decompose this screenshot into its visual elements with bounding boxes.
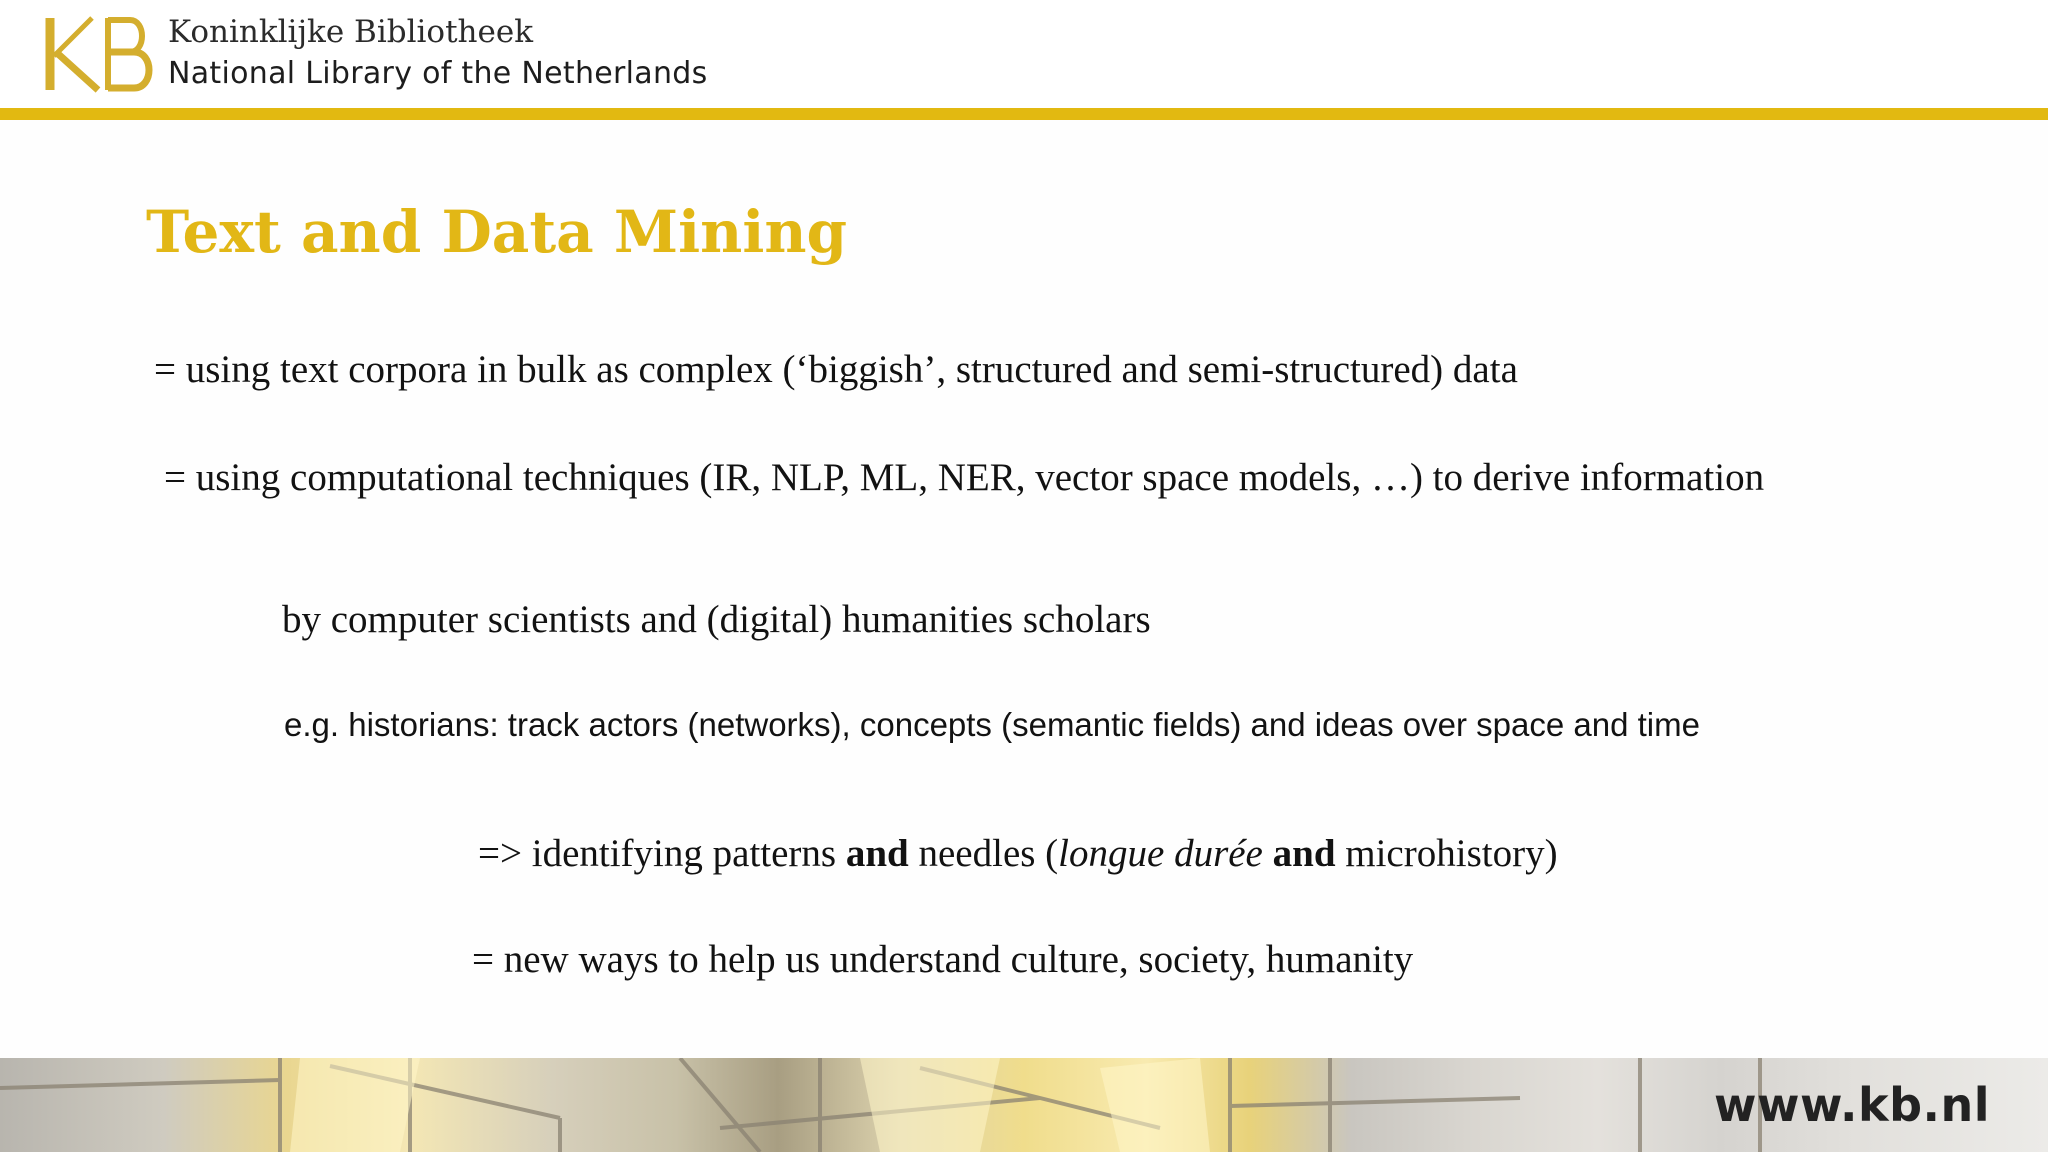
patterns-suffix: microhistory) <box>1335 832 1558 875</box>
patterns-and-bold-1: and <box>845 832 909 875</box>
patterns-middle: needles ( <box>908 832 1059 875</box>
header <box>0 0 2048 108</box>
header-gold-rule <box>0 108 2048 120</box>
brand-dutch-name: Koninklijke Bibliotheek <box>168 14 533 50</box>
patterns-needles-line <box>478 831 1558 876</box>
website-url: www.kb.nl <box>1713 1078 1990 1132</box>
historians-example-line: e.g. historians: track actors (networks), concepts (semantic fields) and ideas over space and time <box>284 706 1700 743</box>
slide-title: Text and Data Mining <box>146 198 848 266</box>
patterns-prefix: => identifying patterns <box>478 832 846 875</box>
patterns-longue-duree: longue durée <box>1058 832 1263 875</box>
definition-line-techniques: = using computational techniques (IR, NLP, ML, NER, vector space models, …) to derive information <box>164 456 1765 499</box>
patterns-and-bold-2: and <box>1272 832 1336 875</box>
definition-line-corpora: = using text corpora in bulk as complex (‘biggish’, structured and semi-structured) data <box>154 348 1518 391</box>
new-ways-line: = new ways to help us understand culture, society, humanity <box>472 938 1414 981</box>
brand-english-name: National Library of the Netherlands <box>168 56 708 91</box>
scholars-line: by computer scientists and (digital) humanities scholars <box>282 598 1151 641</box>
patterns-space <box>1263 832 1273 875</box>
kb-logo-mark <box>42 14 158 94</box>
